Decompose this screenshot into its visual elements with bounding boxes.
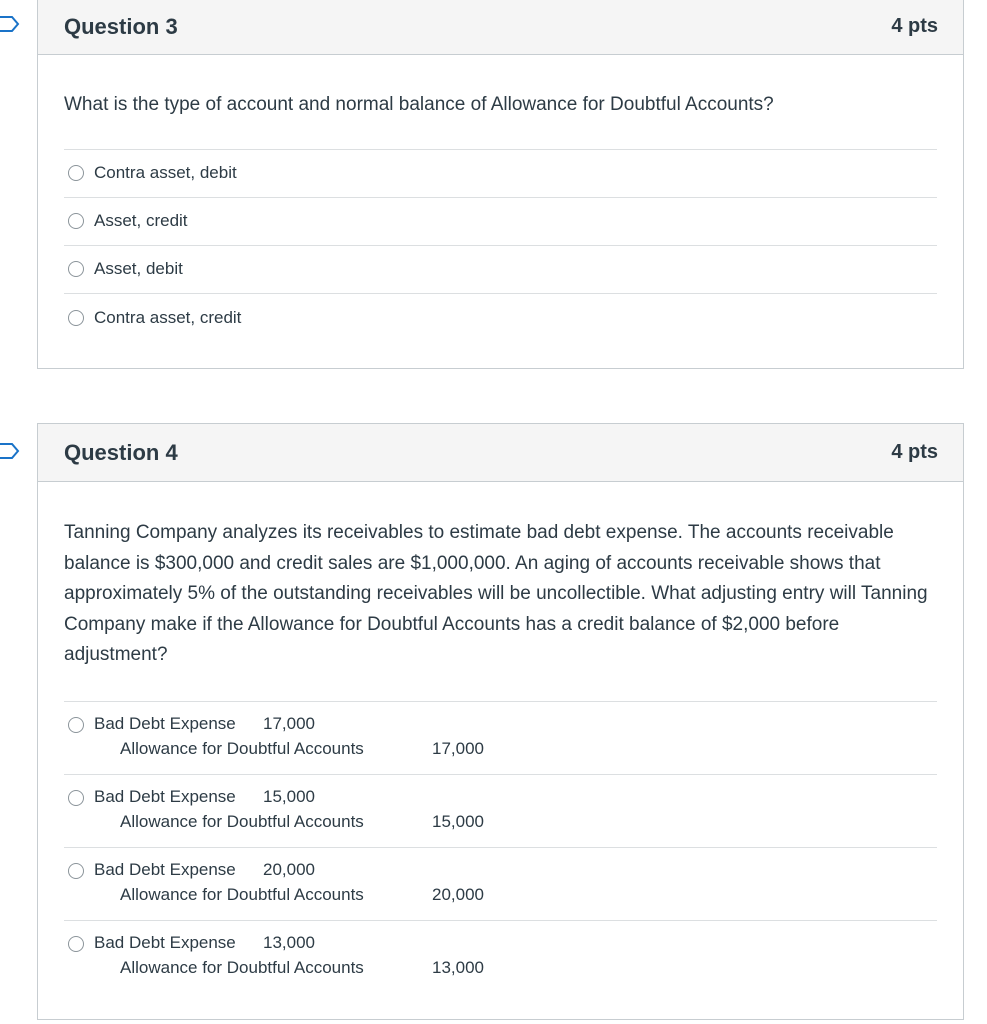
question-title: Question 3	[64, 13, 178, 39]
journal-entry	[94, 714, 514, 766]
radio-button[interactable]	[68, 165, 84, 181]
radio-button[interactable]	[68, 310, 84, 326]
credit-amount: 20,000	[432, 884, 484, 904]
question-points: 4 pts	[891, 441, 938, 463]
credit-account: Allowance for Doubtful Accounts	[120, 957, 364, 977]
answer-list	[64, 149, 937, 342]
journal-entry	[94, 933, 514, 985]
debit-amount: 15,000	[263, 786, 315, 806]
answer-option[interactable]	[64, 702, 937, 775]
answer-option[interactable]	[64, 246, 937, 294]
question-header	[38, 0, 963, 55]
radio-button[interactable]	[68, 717, 84, 733]
question-text: What is the type of account and normal balance of Allowance for Doubtful Accounts?	[64, 94, 774, 115]
credit-amount: 17,000	[432, 738, 484, 758]
debit-amount: 20,000	[263, 859, 315, 879]
journal-entry	[94, 860, 514, 912]
answer-option[interactable]	[64, 921, 937, 994]
answer-list	[64, 701, 937, 994]
answer-label: Asset, debit	[94, 259, 183, 278]
credit-amount: 13,000	[432, 957, 484, 977]
answer-label: Asset, credit	[94, 211, 188, 230]
question-3-card	[37, 0, 964, 369]
answer-option[interactable]	[64, 198, 937, 246]
radio-button[interactable]	[68, 790, 84, 806]
credit-account: Allowance for Doubtful Accounts	[120, 811, 364, 831]
flag-question-icon[interactable]	[0, 16, 20, 32]
question-points: 4 pts	[891, 15, 938, 37]
radio-button[interactable]	[68, 261, 84, 277]
flag-question-icon[interactable]	[0, 443, 20, 459]
answer-option[interactable]	[64, 848, 937, 921]
journal-entry	[94, 787, 514, 839]
debit-account: Bad Debt Expense	[94, 932, 236, 952]
answer-option[interactable]	[64, 150, 937, 198]
answer-label: Contra asset, credit	[94, 307, 242, 327]
debit-account: Bad Debt Expense	[94, 713, 236, 733]
question-text: Tanning Company analyzes its receivables to estimate bad debt expense. The accounts receivable balance is $300,000 and credit sales are $1,000,000. An aging of accounts receivable shows that approximately 5% of the outstanding receivables will be uncollectible. What adjusting entry will Tanning Company make if the Allowance for Doubtful Accounts has a credit balance of $2,000 before adjustment?	[64, 522, 928, 665]
radio-button[interactable]	[68, 936, 84, 952]
credit-account: Allowance for Doubtful Accounts	[120, 884, 364, 904]
answer-option[interactable]	[64, 775, 937, 848]
debit-amount: 13,000	[263, 932, 315, 952]
credit-amount: 15,000	[432, 811, 484, 831]
debit-account: Bad Debt Expense	[94, 859, 236, 879]
radio-button[interactable]	[68, 863, 84, 879]
answer-option[interactable]	[64, 294, 937, 342]
radio-button[interactable]	[68, 213, 84, 229]
answer-label: Contra asset, debit	[94, 163, 237, 182]
debit-account: Bad Debt Expense	[94, 786, 236, 806]
credit-account: Allowance for Doubtful Accounts	[120, 738, 364, 758]
question-4-card	[37, 423, 964, 1020]
debit-amount: 17,000	[263, 713, 315, 733]
question-title: Question 4	[64, 439, 178, 465]
question-header	[38, 424, 963, 482]
